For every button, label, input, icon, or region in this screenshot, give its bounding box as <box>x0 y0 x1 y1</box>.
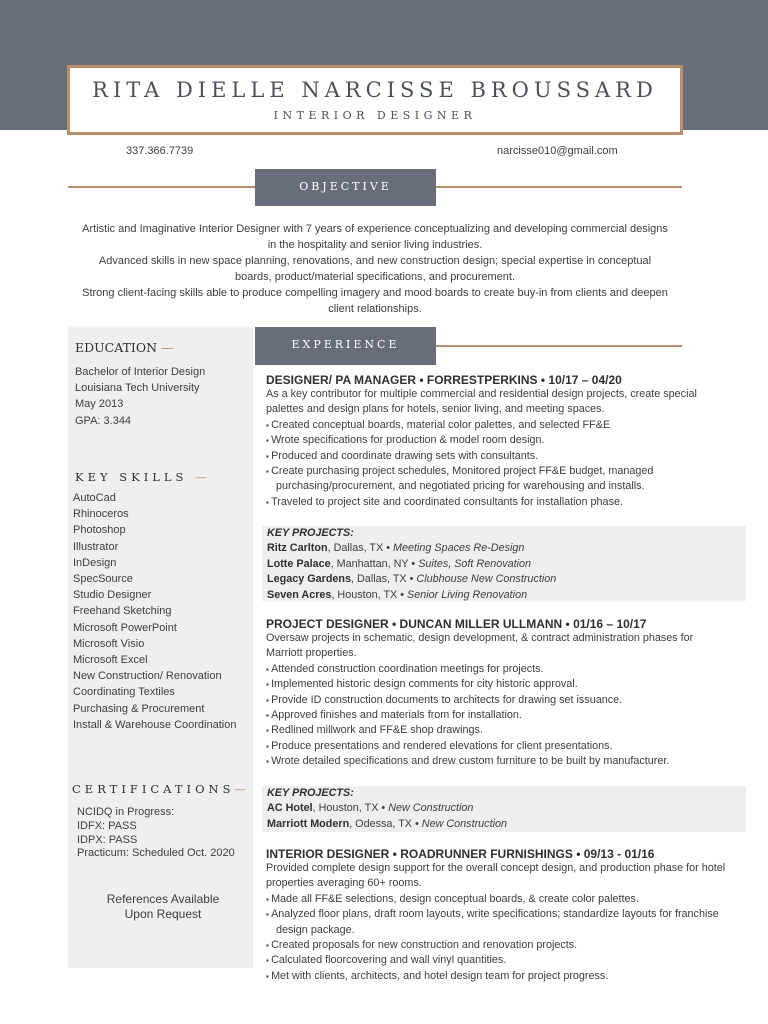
job-details <box>266 631 726 770</box>
certification-item: IDPX: PASS <box>77 833 138 846</box>
phone-number: 337.366.7739 <box>126 145 194 157</box>
job-summary: As a key contributor for multiple commercial and residential design projects, create special palettes and design plans for hotels, senior living, and meeting spaces. <box>266 388 697 416</box>
job-bullets <box>266 662 726 770</box>
job-bullets <box>266 418 726 510</box>
project-location: , Dallas, TX • <box>351 573 417 586</box>
education-item: Bachelor of Interior Design <box>75 366 206 378</box>
education-heading <box>75 340 174 355</box>
skill-item: Illustrator <box>73 540 119 553</box>
job-summary: Oversaw projects in schematic, design development, & contract administration phases for Marriott properties. <box>266 632 694 660</box>
job-bullet: ▪ Implemented historic design comments for city historic approval. <box>266 677 726 692</box>
job-bullet: ▪ Analyzed floor plans, draft room layouts, write specifications; standardize layouts for franchise design package. <box>266 907 726 938</box>
key-projects-box <box>262 526 746 601</box>
job-bullet: ▪ Produce presentations and rendered elevations for client presentations. <box>266 739 726 754</box>
skill-item: New Construction/ Renovation <box>73 670 222 683</box>
job-title: INTERIOR DESIGNER • ROADRUNNER FURNISHINGS • 09/13 - 01/16 <box>266 847 655 861</box>
objective-line: Strong client-facing skills able to produce compelling imagery and mood boards to create buy-in from clients and deepen client relationships. <box>82 287 668 315</box>
key-project-row <box>267 817 741 832</box>
skill-item: Rhinoceros <box>73 508 129 521</box>
education-list <box>75 364 205 429</box>
email-address: narcisse010@gmail.com <box>497 145 618 157</box>
job-bullet: ▪ Produced and coordinate drawing sets with consultants. <box>266 449 726 464</box>
project-location: , Dallas, TX • <box>327 542 393 555</box>
skill-item: SpecSource <box>73 573 133 586</box>
objective-line: Artistic and Imaginative Interior Designer with 7 years of experience conceptualizing and developing commercial designs in the hospitality and senior living industries. <box>82 223 668 251</box>
job-bullet: ▪ Wrote specifications for production & model room design. <box>266 433 726 448</box>
skills-heading-label: KEY SKILLS <box>75 470 188 484</box>
certifications-heading-label: CERTIFICATIONS <box>72 782 235 796</box>
skill-item: Install & Warehouse Coordination <box>73 718 237 731</box>
job-bullets <box>266 892 726 984</box>
name-box <box>67 65 683 135</box>
skill-item: Freehand Sketching <box>73 605 172 618</box>
job-details <box>266 861 726 984</box>
skill-item: Coordinating Textiles <box>73 686 175 699</box>
objective-heading: OBJECTIVE <box>255 169 436 206</box>
experience-heading: EXPERIENCE <box>255 327 436 365</box>
key-project-row <box>267 572 741 587</box>
skill-item: InDesign <box>73 556 117 569</box>
project-type: New Construction <box>388 802 474 815</box>
job-entry <box>266 847 726 984</box>
project-name: Lotte Palace <box>267 557 331 570</box>
job-bullet: ▪ Traveled to project site and coordinated consultants for installation phase. <box>266 495 726 510</box>
project-name: Legacy Gardens <box>267 573 352 586</box>
project-type: New Construction <box>421 817 507 830</box>
skill-item: AutoCad <box>73 492 116 504</box>
education-heading-label: EDUCATION <box>75 340 158 355</box>
job-bullet: ▪ Met with clients, architects, and hotel design team for project progress. <box>266 969 726 984</box>
job-entry <box>266 373 726 510</box>
objective-line: Advanced skills in new space planning, renovations, and new construction design; special expertise in conceptual boards, product/material specifications, and procurement. <box>98 255 652 283</box>
project-location: , Houston, TX • <box>312 802 389 815</box>
job-summary: Provided complete design support for the overall concept design, and production phase for hotel properties averaging 60+ rooms. <box>266 862 726 890</box>
key-projects-title: KEY PROJECTS: <box>267 787 354 799</box>
candidate-name: RITA DIELLE NARCISSE BROUSSARD <box>92 78 658 102</box>
education-item: GPA: 3.344 <box>75 414 132 427</box>
education-item: Louisiana Tech University <box>75 382 200 395</box>
job-title: DESIGNER/ PA MANAGER • FORRESTPERKINS • 10/17 – 04/20 <box>266 373 622 387</box>
job-bullet: ▪ Made all FF&E selections, design conceptual boards, & create color palettes. <box>266 892 726 907</box>
references-note <box>80 892 246 922</box>
certification-item: NCIDQ in Progress: <box>77 806 175 818</box>
job-bullet: ▪ Redlined millwork and FF&E shop drawings. <box>266 723 726 738</box>
skills-list <box>73 490 236 733</box>
certifications-list <box>77 806 235 861</box>
references-line: Upon Request <box>124 907 202 921</box>
skill-item: Photoshop <box>73 524 126 537</box>
job-entry <box>266 617 726 770</box>
skill-item: Microsoft PowerPoint <box>73 621 177 634</box>
job-bullet: ▪ Wrote detailed specifications and drew custom furniture to be built by manufacturer. <box>266 754 726 769</box>
key-project-row <box>267 541 741 556</box>
job-bullet: ▪ Approved finishes and materials from for installation. <box>266 708 726 723</box>
objective-rule-left <box>68 186 258 188</box>
key-projects-box <box>262 786 746 832</box>
key-projects-title: KEY PROJECTS: <box>267 527 354 539</box>
skills-heading <box>75 470 211 484</box>
project-name: AC Hotel <box>267 802 313 815</box>
skill-item: Studio Designer <box>73 589 152 602</box>
project-name: Marriott Modern <box>267 817 350 830</box>
education-item: May 2013 <box>75 398 124 411</box>
job-bullet: ▪ Provide ID construction documents to architects for drawing set issuance. <box>266 693 726 708</box>
project-location: , Houston, TX • <box>331 588 408 601</box>
skill-item: Microsoft Excel <box>73 654 148 667</box>
project-type: Clubhouse New Construction <box>416 573 557 586</box>
certification-item: Practicum: Scheduled Oct. 2020 <box>77 847 235 860</box>
certification-item: IDFX: PASS <box>77 819 137 832</box>
key-project-row <box>267 557 741 572</box>
project-type: Meeting Spaces Re-Design <box>392 542 525 555</box>
experience-rule <box>436 345 682 347</box>
key-project-row <box>267 588 741 603</box>
project-location: , Odessa, TX • <box>349 817 422 830</box>
skills-heading-dash: — <box>195 470 211 484</box>
job-bullet: ▪ Created conceptual boards, material color palettes, and selected FF&E <box>266 418 726 433</box>
education-heading-dash: — <box>161 340 174 355</box>
key-project-row <box>267 801 741 816</box>
references-line: References Available <box>106 892 220 906</box>
project-location: , Manhattan, NY • <box>330 557 419 570</box>
certifications-heading-dash: — <box>234 782 250 796</box>
project-name: Ritz Carlton <box>267 542 328 555</box>
job-bullet: ▪ Attended construction coordination meetings for projects. <box>266 662 726 677</box>
project-type: Senior Living Renovation <box>407 588 528 601</box>
objective-text <box>80 221 670 317</box>
certifications-heading <box>72 782 250 796</box>
objective-rule-right <box>436 186 682 188</box>
project-type: Suites, Soft Renovation <box>418 557 532 570</box>
job-details <box>266 387 726 510</box>
skill-item: Microsoft Visio <box>73 637 145 650</box>
job-bullet: ▪ Created proposals for new construction and renovation projects. <box>266 938 726 953</box>
candidate-title: INTERIOR DESIGNER <box>273 109 477 122</box>
job-bullet: ▪ Create purchasing project schedules, Monitored project FF&E budget, managed purchasing/procurement, and negotiated pricing for warehousing and installs. <box>266 464 726 495</box>
job-bullet: ▪ Calculated floorcovering and wall vinyl quantities. <box>266 953 726 968</box>
job-title: PROJECT DESIGNER • DUNCAN MILLER ULLMANN • 01/16 – 10/17 <box>266 617 647 631</box>
skill-item: Purchasing & Procurement <box>73 702 205 715</box>
project-name: Seven Acres <box>267 588 332 601</box>
